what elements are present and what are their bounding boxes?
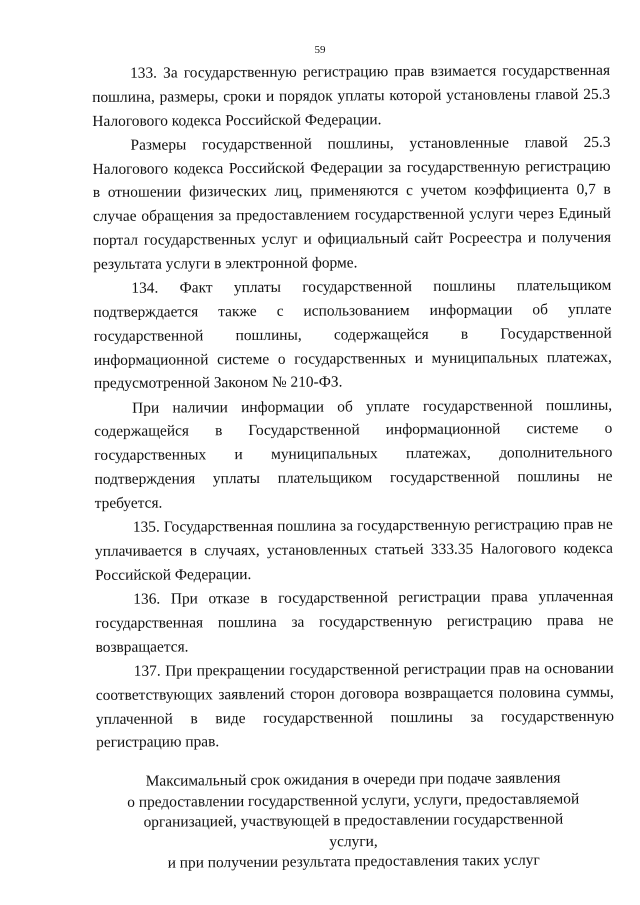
section-heading-line: и при получении результата предоставления таких услуг <box>167 851 540 872</box>
document-body <box>92 59 614 755</box>
page-number: 59 <box>314 44 326 56</box>
section-heading <box>118 768 589 874</box>
paragraph-135: 135. Государственная пошлина за государственную регистрацию прав не уплачивается в случаях, установленных статьей 333.35 Налогового кодекса Российской Федерации. <box>94 515 614 584</box>
section-heading-line: организацией, участвующей в предоставлении государственной услуги, <box>143 810 564 850</box>
paragraph-133: 133. За государственную регистрацию прав взимается государственная пошлина, размеры, сроки и порядок уплаты которой установлены главой 25.3 Налогового кодекса Российской Федерации. <box>92 61 611 130</box>
paragraph-136: 136. При отказе в государственной регистрации права уплаченная государственная пошлина за государственную регистрацию права не возвращается. <box>95 587 614 656</box>
paragraph-134: 134. Факт уплаты государственной пошлины плательщиком подтверждается также с использованием информации об уплате государственной пошлины, содержащейся в Государственной информационной системе о государственных и муниципальных платежах, предусмотренной Законом № 210-ФЗ. <box>93 277 612 393</box>
section-heading-line: о предоставлении государственной услуги, услуги, предоставляемой <box>127 789 580 811</box>
section-heading-line: Максимальный срок ожидания в очереди при подаче заявления <box>145 769 561 790</box>
paragraph-134-info: При наличии информации об уплате государственной пошлины, содержащейся в Государственной информационной системе о государственных и муниципальных платежах, дополнительного подтверждения уплаты плательщиком государственной пошлины не требуется. <box>94 396 613 512</box>
paragraph-137: 137. При прекращении государственной регистрации прав на основании соответствующих заявлений сторон договора возвращается половина суммы, уплаченной в виде государственной пошлины за государственную регистрацию прав. <box>95 659 615 752</box>
paragraph-133-fee-sizes: Размеры государственной пошлины, установленные главой 25.3 Налогового кодекса Российской Федерации за государственную регистрацию в отношении физических лиц, применяются с учетом коэффициента 0,7 в случае обращения за предоставлением государственной услуги через Единый портал государственных услуг и официальный сайт Росреестра и получения результата услуги в электронной форме. <box>92 133 612 273</box>
